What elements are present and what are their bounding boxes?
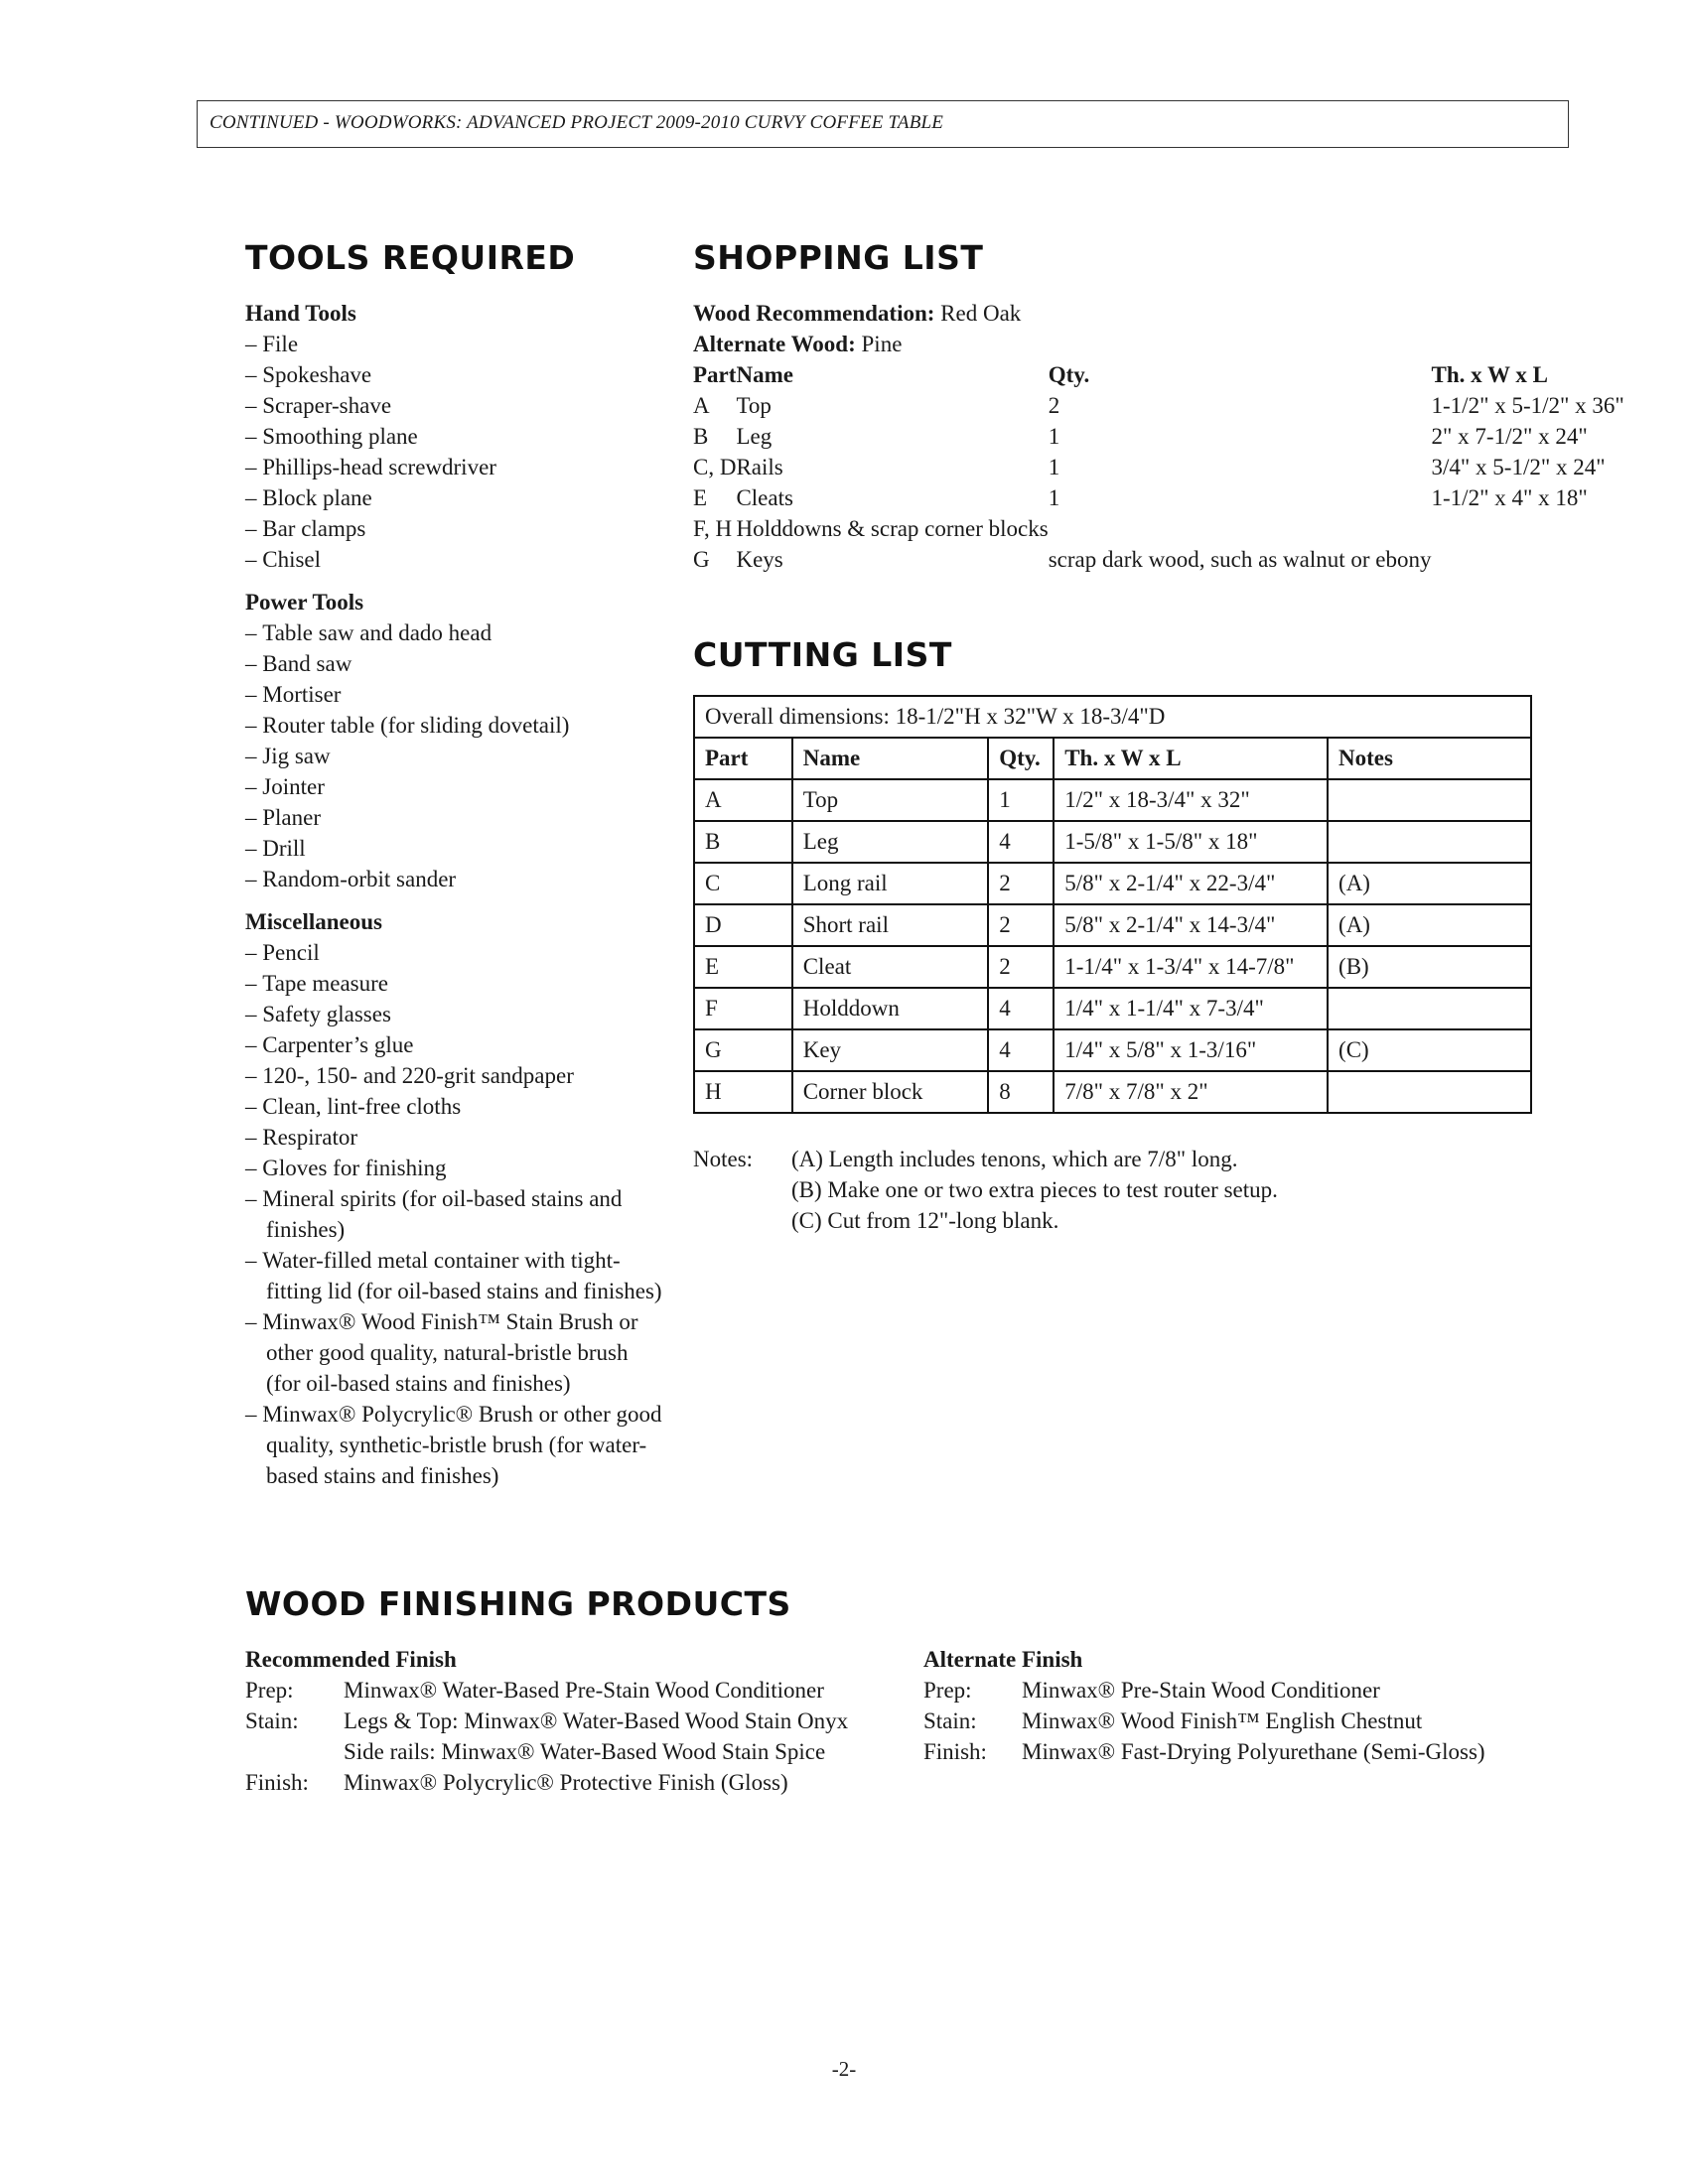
cutting-cell — [1328, 1071, 1531, 1113]
tool-item: – Respirator — [245, 1122, 662, 1153]
tool-item: – Random-orbit sander — [245, 864, 662, 894]
tool-item: – Block plane — [245, 482, 662, 513]
shopping-cell: Keys — [736, 547, 783, 572]
tool-item: – Smoothing plane — [245, 421, 662, 452]
cutting-cell: 1/4" x 5/8" x 1-3/16" — [1054, 1029, 1328, 1071]
shopping-row — [693, 452, 1624, 482]
shopping-cell: F, H — [693, 516, 733, 541]
shopping-cell — [1049, 513, 1432, 544]
cutting-cell: H — [694, 1071, 792, 1113]
shopping-cell: E — [693, 485, 708, 510]
finish-line: Legs & Top: Minwax® Water-Based Wood Stain Onyx — [344, 1708, 849, 1733]
shopping-row — [693, 513, 1624, 544]
shopping-table — [693, 359, 1624, 575]
shopping-row — [693, 482, 1624, 513]
finishing-title: WOOD FINISHING PRODUCTS — [245, 1584, 791, 1623]
finish-value — [1022, 1706, 1422, 1736]
cutting-cell: 7/8" x 7/8" x 2" — [1054, 1071, 1328, 1113]
tool-item: – Minwax® Polycrylic® Brush or other good quality, synthetic-bristle brush (for water-based stains and finishes) — [245, 1399, 662, 1491]
tools-column — [245, 298, 662, 1503]
shopping-cell: 2 — [1048, 393, 1060, 418]
cutting-cell: D — [694, 904, 792, 946]
tool-list — [245, 617, 662, 894]
cutting-cell: 1 — [988, 779, 1054, 821]
cutting-cell — [1328, 821, 1531, 863]
finish-label: Stain: — [245, 1708, 299, 1733]
shopping-cell: Holddowns & scrap corner blocks — [736, 516, 1049, 541]
cutting-cell: 2 — [988, 946, 1054, 988]
cutting-cell: 5/8" x 2-1/4" x 22-3/4" — [1054, 863, 1328, 904]
shopping-cell: Rails — [736, 455, 783, 479]
cutting-header-cell: Part — [694, 738, 792, 779]
finish-label: Prep: — [923, 1678, 972, 1703]
wood-recommendation: Wood Recommendation: Red Oak — [693, 301, 1022, 326]
shopping-header-cell: Qty. — [1048, 362, 1090, 387]
finish-heading: Recommended Finish — [245, 1647, 457, 1672]
shopping-cell: 1-1/2" x 5-1/2" x 36" — [1431, 393, 1624, 418]
shopping-cell: G — [693, 547, 710, 572]
cutting-cell: 1/4" x 1-1/4" x 7-3/4" — [1054, 988, 1328, 1029]
cutting-cell — [1328, 988, 1531, 1029]
finish-heading: Alternate Finish — [923, 1647, 1083, 1672]
cutting-cell: 4 — [988, 988, 1054, 1029]
finish-value — [1022, 1736, 1485, 1767]
shopping-row — [693, 544, 1624, 575]
finish-line: Minwax® Pre-Stain Wood Conditioner — [1022, 1678, 1380, 1703]
overall-dimensions: Overall dimensions: 18-1/2"H x 32"W x 18-3/4"D — [694, 696, 1531, 738]
finish-line: Minwax® Fast-Drying Polyurethane (Semi-Gloss) — [1022, 1739, 1485, 1764]
cutting-row — [694, 988, 1531, 1029]
tool-item: – Scraper-shave — [245, 390, 662, 421]
cutting-cell: (A) — [1328, 863, 1531, 904]
tool-list — [245, 937, 662, 1491]
finish-label: Finish: — [923, 1739, 987, 1764]
cutting-note: (C) Cut from 12"-long blank. — [791, 1208, 1059, 1233]
tool-item: – Gloves for finishing — [245, 1153, 662, 1183]
shopping-cell: Leg — [736, 424, 773, 449]
notes-label: Notes: — [693, 1147, 754, 1171]
cutting-header-cell: Th. x W x L — [1054, 738, 1328, 779]
tool-item: – Mortiser — [245, 679, 662, 710]
cutting-cell: Corner block — [792, 1071, 989, 1113]
cutting-header-cell: Name — [792, 738, 989, 779]
cutting-cell: 8 — [988, 1071, 1054, 1113]
cutting-cell: (B) — [1328, 946, 1531, 988]
shopping-cell — [1432, 544, 1624, 575]
cutting-cell: G — [694, 1029, 792, 1071]
tool-item: – Chisel — [245, 544, 662, 575]
tool-item: – Spokeshave — [245, 359, 662, 390]
tool-item: – Band saw — [245, 648, 662, 679]
shopping-list — [693, 298, 1624, 575]
page-number: -2- — [831, 2057, 857, 2081]
tool-item: – Planer — [245, 802, 662, 833]
finish-label: Finish: — [245, 1770, 309, 1795]
cutting-row — [694, 904, 1531, 946]
finish-row — [245, 1706, 848, 1767]
tool-group-heading: Miscellaneous — [245, 909, 382, 934]
cutting-row — [694, 946, 1531, 988]
cutting-cell: A — [694, 779, 792, 821]
cutting-note: (B) Make one or two extra pieces to test router setup. — [791, 1177, 1278, 1202]
finish-line: Minwax® Wood Finish™ English Chestnut — [1022, 1708, 1423, 1733]
tool-list — [245, 329, 662, 575]
cutting-cell: 5/8" x 2-1/4" x 14-3/4" — [1054, 904, 1328, 946]
cutting-cell: Key — [792, 1029, 989, 1071]
cutting-row — [694, 863, 1531, 904]
cutting-row — [694, 1029, 1531, 1071]
shopping-header-cell: Th. x W x L — [1431, 362, 1548, 387]
finish-value — [1022, 1675, 1380, 1706]
cutting-cell: Holddown — [792, 988, 989, 1029]
shopping-cell: 1 — [1048, 424, 1060, 449]
shopping-row — [693, 390, 1624, 421]
tool-item: – Pencil — [245, 937, 662, 968]
shopping-cell: Cleats — [736, 485, 793, 510]
tool-item: – Table saw and dado head — [245, 617, 662, 648]
cutting-cell: Short rail — [792, 904, 989, 946]
shopping-cell: A — [693, 393, 710, 418]
cutting-cell: Cleat — [792, 946, 989, 988]
shopping-header-cell: Name — [736, 362, 793, 387]
tool-item: – Router table (for sliding dovetail) — [245, 710, 662, 741]
shopping-cell: C, D — [693, 455, 737, 479]
shopping-cell: 1 — [1048, 485, 1060, 510]
cutting-cell: C — [694, 863, 792, 904]
finish-line: Minwax® Water-Based Pre-Stain Wood Conditioner — [344, 1678, 824, 1703]
finish-row — [245, 1675, 848, 1706]
cutting-cell — [1328, 779, 1531, 821]
finish-row — [923, 1736, 1485, 1767]
shopping-row — [693, 421, 1624, 452]
cutting-cell: B — [694, 821, 792, 863]
cutting-cell: 2 — [988, 904, 1054, 946]
shopping-cell: 2" x 7-1/2" x 24" — [1431, 424, 1588, 449]
tool-group-heading: Hand Tools — [245, 301, 356, 326]
shopping-cell: 3/4" x 5-1/2" x 24" — [1431, 455, 1606, 479]
cutting-cell: (C) — [1328, 1029, 1531, 1071]
cutting-table — [693, 695, 1532, 1114]
tool-group-heading: Power Tools — [245, 590, 364, 614]
tool-item: – Bar clamps — [245, 513, 662, 544]
cutting-cell: 2 — [988, 863, 1054, 904]
tool-item: – File — [245, 329, 662, 359]
cutting-cell: (A) — [1328, 904, 1531, 946]
tool-item: – Minwax® Wood Finish™ Stain Brush or other good quality, natural-bristle brush (for oil-based stains and finishes) — [245, 1306, 662, 1399]
cutting-cell: Leg — [792, 821, 989, 863]
cutting-header-row — [694, 738, 1531, 779]
recommended-finish — [245, 1644, 848, 1798]
finish-row — [245, 1767, 848, 1798]
cutting-cell: Top — [792, 779, 989, 821]
tool-item: – Tape measure — [245, 968, 662, 999]
cutting-row — [694, 779, 1531, 821]
finish-line: Side rails: Minwax® Water-Based Wood Stain Spice — [344, 1739, 826, 1764]
cutting-header-cell: Notes — [1328, 738, 1531, 779]
cutting-cell: E — [694, 946, 792, 988]
cutting-cell: 1-5/8" x 1-5/8" x 18" — [1054, 821, 1328, 863]
finish-value — [344, 1706, 848, 1767]
cutting-cell: 1-1/4" x 1-3/4" x 14-7/8" — [1054, 946, 1328, 988]
tool-item: – Mineral spirits (for oil-based stains and finishes) — [245, 1183, 662, 1245]
cutting-title: CUTTING LIST — [693, 635, 952, 674]
tools-title: TOOLS REQUIRED — [245, 238, 576, 277]
tool-item: – Drill — [245, 833, 662, 864]
cutting-cell: 4 — [988, 821, 1054, 863]
finish-value — [344, 1675, 824, 1706]
finish-line: Minwax® Polycrylic® Protective Finish (Gloss) — [344, 1770, 788, 1795]
tool-item: – Safety glasses — [245, 999, 662, 1029]
tool-item: – Clean, lint-free cloths — [245, 1091, 662, 1122]
tool-item: – Water-filled metal container with tight-fitting lid (for oil-based stains and finishes) — [245, 1245, 662, 1306]
alternate-wood: Alternate Wood: Pine — [693, 332, 903, 356]
finish-row — [923, 1675, 1485, 1706]
cutting-note: (A) Length includes tenons, which are 7/8" long. — [791, 1147, 1238, 1171]
cutting-notes — [693, 1144, 1278, 1236]
shopping-cell: 1-1/2" x 4" x 18" — [1431, 485, 1588, 510]
running-header: CONTINUED - WOODWORKS: ADVANCED PROJECT 2009-2010 CURVY COFFEE TABLE — [197, 100, 1569, 148]
shopping-cell: scrap dark wood, such as walnut or ebony — [1048, 547, 1432, 572]
tool-item: – 120-, 150- and 220-grit sandpaper — [245, 1060, 662, 1091]
cutting-row — [694, 821, 1531, 863]
cutting-cell: Long rail — [792, 863, 989, 904]
tool-item: – Jointer — [245, 771, 662, 802]
finish-row — [923, 1706, 1485, 1736]
shopping-cell: B — [693, 424, 709, 449]
tool-item: – Phillips-head screwdriver — [245, 452, 662, 482]
shopping-header-cell: Part — [693, 362, 737, 387]
cutting-row — [694, 1071, 1531, 1113]
tool-item: – Jig saw — [245, 741, 662, 771]
cutting-cell: 1/2" x 18-3/4" x 32" — [1054, 779, 1328, 821]
alternate-finish — [923, 1644, 1485, 1767]
shopping-title: SHOPPING LIST — [693, 238, 984, 277]
cutting-cell: 4 — [988, 1029, 1054, 1071]
shopping-cell: Top — [736, 393, 772, 418]
cutting-header-cell: Qty. — [988, 738, 1054, 779]
finish-label: Stain: — [923, 1708, 977, 1733]
finish-value — [344, 1767, 788, 1798]
tool-item: – Carpenter’s glue — [245, 1029, 662, 1060]
shopping-cell: 1 — [1048, 455, 1060, 479]
finish-label: Prep: — [245, 1678, 294, 1703]
cutting-cell: F — [694, 988, 792, 1029]
shopping-cell — [1432, 513, 1624, 544]
